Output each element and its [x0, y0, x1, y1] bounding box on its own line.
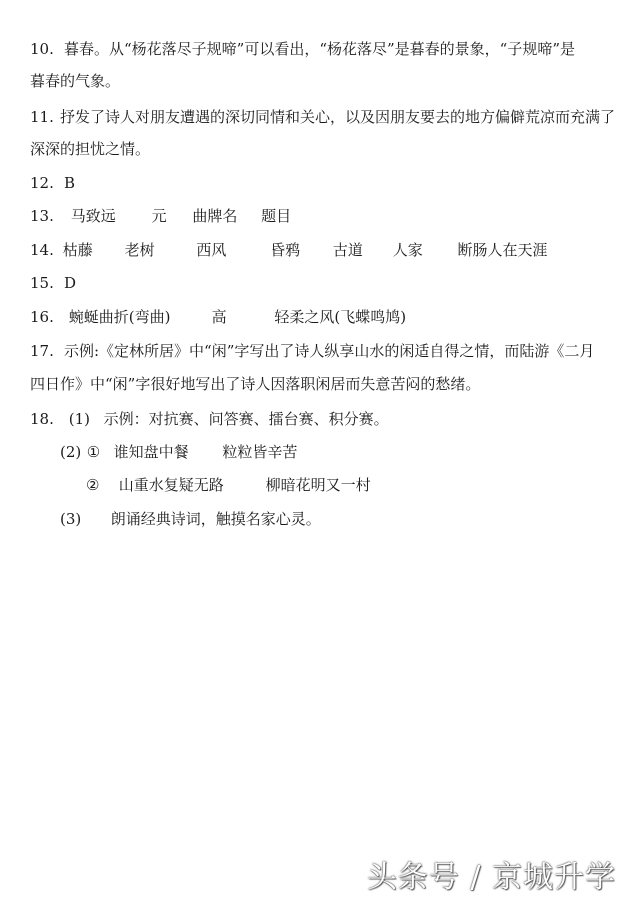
item-text: B	[64, 174, 76, 192]
item-part: 题目	[261, 207, 292, 225]
item-part: 昏鸦	[270, 241, 301, 259]
item-11-line-2	[30, 140, 150, 158]
item-part: 断肠人在天涯	[457, 241, 548, 259]
item-part: 西风	[196, 241, 227, 259]
item-text: 深深的担忧之情。	[30, 140, 151, 158]
item-number: 17.	[30, 342, 54, 360]
item-number: 11.	[30, 108, 54, 126]
sub-part: 粒粒皆辛苦	[222, 443, 298, 461]
sub-part: 山重水复疑无路	[118, 476, 224, 494]
item-part: 古道	[332, 241, 363, 259]
item-18-sub-2b	[86, 476, 371, 494]
item-number: 16.	[30, 308, 54, 326]
item-text: 抒发了诗人对朋友遭遇的深切同情和关心，以及因朋友要去的地方偏僻荒凉而充满了	[60, 108, 616, 126]
item-number: 14.	[30, 241, 54, 259]
item-15	[30, 274, 76, 292]
item-number: 18.	[30, 410, 54, 428]
item-part: 枯藤	[62, 241, 93, 259]
circle-number: ①	[86, 443, 101, 461]
sub-part: 谁知盘中餐	[113, 443, 189, 461]
sub-label: (3)	[60, 510, 82, 528]
item-number: 13.	[30, 207, 54, 225]
item-part: 曲牌名	[192, 207, 238, 225]
item-part: 蜿蜒曲折(弯曲)	[68, 308, 171, 326]
item-12	[30, 174, 75, 192]
item-number: 15.	[30, 274, 54, 292]
sub-label: (1)	[68, 410, 91, 428]
item-16	[30, 308, 406, 326]
item-14	[30, 241, 547, 259]
item-18-sub-1	[30, 410, 389, 428]
item-part: 轻柔之风(飞蝶鸣鸠)	[274, 308, 407, 326]
item-17-line-1	[30, 342, 594, 360]
item-part: 高	[211, 308, 227, 326]
sub-text: 朗诵经典诗词，触摸名家心灵。	[110, 510, 321, 528]
item-13	[30, 207, 291, 225]
item-11-line-1	[30, 108, 615, 126]
sub-text: 示例：对抗赛、问答赛、擂台赛、积分赛。	[103, 410, 389, 428]
item-part: 老树	[124, 241, 155, 259]
item-part: 马致远	[70, 207, 116, 225]
item-text: D	[64, 274, 77, 292]
item-text: 示例:《定林所居》中“闲”字写出了诗人纵享山水的闲适自得之情，而陆游《二月	[64, 342, 595, 360]
item-text: 暮春。从“杨花落尽子规啼”可以看出，“杨花落尽”是暮春的景象，“子规啼”是	[64, 40, 576, 58]
item-17-line-2	[30, 375, 480, 393]
item-10-line-1	[30, 40, 575, 58]
watermark-text: 头条号 / 京城升学	[366, 860, 616, 895]
item-part: 人家	[392, 241, 423, 259]
item-18-sub-2	[60, 443, 297, 461]
circle-number: ②	[86, 476, 100, 494]
item-text: 四日作》中“闲”字很好地写出了诗人因落职闲居而失意苦闷的愁绪。	[30, 375, 481, 393]
item-18-sub-3	[60, 510, 321, 528]
item-part: 元	[151, 207, 167, 225]
item-text: 暮春的气象。	[30, 72, 121, 90]
sub-label: (2)	[60, 443, 82, 461]
item-10-line-2	[30, 72, 120, 90]
item-number: 12.	[30, 174, 54, 192]
sub-part: 柳暗花明又一村	[265, 476, 371, 494]
item-number: 10.	[30, 40, 54, 58]
